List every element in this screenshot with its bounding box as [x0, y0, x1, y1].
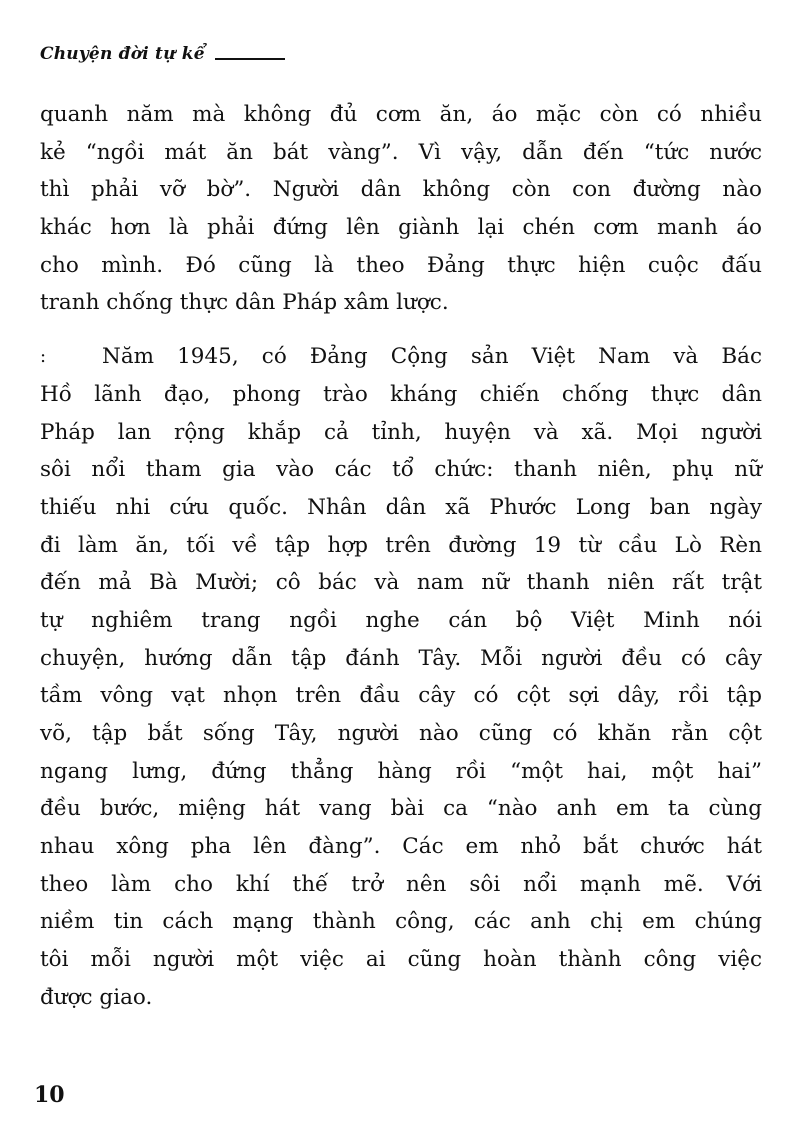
- text-line: nhau xông pha lên đàng”. Các em nhỏ bắt chước hát: [40, 834, 762, 860]
- text-line: niềm tin cách mạng thành công, các anh chị em chúng: [40, 909, 762, 935]
- running-head: [40, 44, 285, 64]
- text-line: theo làm cho khí thế trở nên sôi nổi mạnh mẽ. Với: [40, 871, 762, 897]
- text-line: võ, tập bắt sống Tây, người nào cũng có khăn rằn cột: [40, 721, 762, 746]
- header-rule: [215, 58, 285, 60]
- text-line: được giao.: [40, 984, 153, 1010]
- paragraph-marker: :: [40, 346, 47, 368]
- text-line: đến mả Bà Mười; cô bác và nam nữ thanh niên rất trật: [40, 570, 762, 596]
- text-line: đều bước, miệng hát vang bài ca “nào anh em ta cùng: [40, 796, 762, 822]
- text-line: Pháp lan rộng khắp cả tỉnh, huyện và xã. Mọi người: [40, 419, 762, 445]
- page-number: 10: [34, 1082, 65, 1108]
- text-line: thiếu nhi cứu quốc. Nhân dân xã Phước Long ban ngày: [40, 494, 762, 520]
- text-line: tranh chống thực dân Pháp xâm lược.: [40, 290, 449, 316]
- text-line: sôi nổi tham gia vào các tổ chức: thanh niên, phụ nữ: [40, 457, 762, 483]
- text-line: Hồ lãnh đạo, phong trào kháng chiến chống thực dân: [40, 381, 762, 407]
- text-line: ngang lưng, đứng thẳng hàng rồi “một hai, một hai”: [40, 758, 762, 784]
- paragraph-2: [40, 338, 762, 1016]
- running-title: Chuyện đời tự kể: [40, 44, 205, 64]
- first-line-text: Năm 1945, có Đảng Cộng sản Việt Nam và Bác: [102, 344, 762, 370]
- text-line: chuyện, hướng dẫn tập đánh Tây. Mỗi người đều có cây: [40, 645, 762, 671]
- text-line: kẻ “ngồi mát ăn bát vàng”. Vì vậy, dẫn đến “tức nước: [40, 139, 762, 165]
- text-line: đi làm ăn, tối về tập hợp trên đường 19 từ cầu Lò Rèn: [40, 532, 762, 558]
- text-line: tôi mỗi người một việc ai cũng hoàn thành công việc: [40, 947, 762, 973]
- text-line: tự nghiêm trang ngồi nghe cán bộ Việt Minh nói: [40, 607, 762, 633]
- text-line: tầm vông vạt nhọn trên đầu cây có cột sợi dây, rồi tập: [40, 683, 762, 709]
- first-line: [40, 338, 762, 376]
- body-text: [40, 96, 762, 1017]
- text-line: thì phải vỡ bờ”. Người dân không còn con đường nào: [40, 177, 762, 203]
- text-line: khác hơn là phải đứng lên giành lại chén cơm manh áo: [40, 215, 762, 241]
- paragraph-1: [40, 96, 762, 322]
- paragraph-gap: [40, 322, 762, 338]
- text-line: cho mình. Đó cũng là theo Đảng thực hiện cuộc đấu: [40, 252, 762, 278]
- text-line: quanh năm mà không đủ cơm ăn, áo mặc còn có nhiều: [40, 102, 762, 127]
